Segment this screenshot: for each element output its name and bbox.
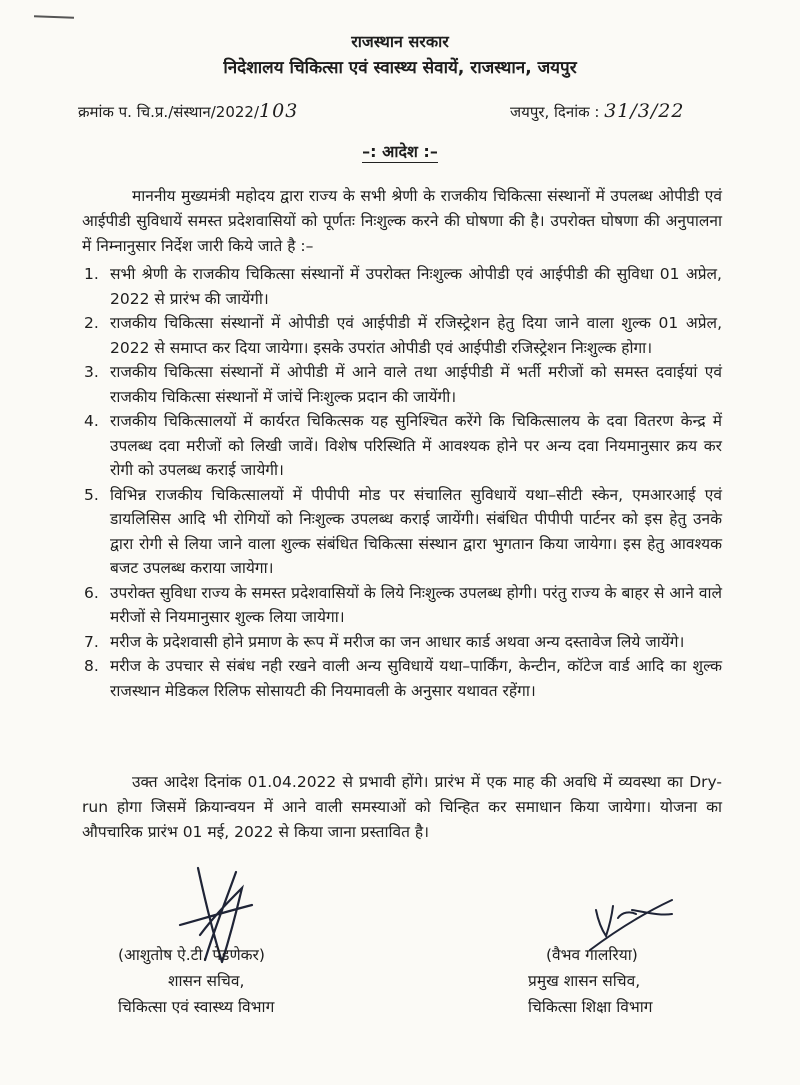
directive-item (82, 262, 722, 311)
reference-number-prefix: क्रमांक प. चि.प्र./संस्थान/2022/ (78, 103, 260, 121)
directive-text: विभिन्न राजकीय चिकित्सालयों में पीपीपी मोड पर संचालित सुविधायें यथा–सीटी स्केन, एमआरआई एवं डायलिसिस आदि भी रोगियों को निःशुल्क उपलब्ध कराई जायेंगी। संबंधित पीपीपी पार्टनर को इस हेतु उनके द्वारा रोगी से लिया जाने वाला शुल्क संबंधित चिकित्सा संस्थान द्वारा भुगतान किया जायेगा। इस हेतु आवश्यक बजट उपलब्ध कराया जायेगा। (110, 485, 722, 577)
directive-text: मरीज के उपचार से संबंध नही रखने वाली अन्य सुविधायें यथा–पार्किंग, केन्टीन, कॉटेज वार्ड आदि का शुल्क राजस्थान मेडिकल रिलिफ सोसायटी की नियमावली के अनुसार यथावत रहेंगा। (110, 657, 722, 700)
left-signatory-designation: शासन सचिव, (168, 972, 245, 990)
government-header: राजस्थान सरकार (351, 32, 449, 51)
left-signatory-department: चिकित्सा एवं स्वास्थ्य विभाग (118, 998, 275, 1016)
directive-item (82, 409, 722, 483)
directive-text: राजकीय चिकित्सालयों में कार्यरत चिकित्सक यह सुनिश्चित करेंगे कि चिकित्सालय के दवा वितरण केन्द्र में उपलब्ध दवा मरीजों को लिखी जावें। विशेष परिस्थिति में आवश्यक होने पर अन्य दवा नियमानुसार क्रय कर रोगी को उपलब्ध कराई जायेगी। (110, 412, 722, 479)
right-signatory-department: चिकित्सा शिक्षा विभाग (528, 998, 653, 1016)
directive-item (82, 311, 722, 360)
directive-item (82, 581, 722, 630)
directive-item (82, 654, 722, 703)
directive-text: राजकीय चिकित्सा संस्थानों में ओपीडी एवं आईपीडी में रजिस्ट्रेशन हेतु दिया जाने वाला शुल्क 01 अप्रेल, 2022 से समाप्त कर दिया जायेगा। इसके उपरांत ओपीडी एवं आईपीडी रजिस्ट्रेशन निःशुल्क होगा। (110, 314, 722, 357)
directive-number: 5. (84, 485, 99, 504)
directorate-header: निदेशालय चिकित्सा एवं स्वास्थ्य सेवायें, राजस्थान, जयपुर (223, 58, 577, 78)
directive-number: 8. (84, 657, 99, 675)
corner-mark (34, 15, 74, 18)
directive-text: उपरोक्त सुविधा राज्य के समस्त प्रदेशवासियों के लिये निःशुल्क उपलब्ध होगी। परंतु राज्य के बाहर से आने वाले मरीजों से नियमानुसार शुल्क लिया जायेगा। (110, 583, 722, 626)
intro-paragraph: माननीय मुख्यमंत्री महोदय द्वारा राज्य के सभी श्रेणी के राजकीय चिकित्सा संस्थानों में उपलब्ध ओपीडी एवं आईपीडी सुविधायें समस्त प्रदेशवासियों को पूर्णतः निःशुल्क करने की घोषणा की है। उपरोक्त घोषणा की अनुपालना में निम्नानुसार निर्देश जारी किये जाते है :– (82, 187, 722, 255)
directive-number: 7. (84, 632, 99, 651)
order-title-text: –: आदेश :– (362, 142, 438, 161)
directive-item (82, 630, 722, 655)
right-signatory-name: (वैभव गालरिया) (546, 946, 638, 964)
order-title (0, 140, 800, 162)
closing-paragraph: उक्त आदेश दिनांक 01.04.2022 से प्रभावी होंगे। प्रारंभ में एक माह की अवधि में व्यवस्था का Dry-run होगा जिसमें क्रियान्वयन में आने वाली समस्याओं को चिन्हित कर समाधान किया जायेगा। योजना का औपचारिक प्रारंभ 01 मई, 2022 से किया जाना प्रस्तावित है। (82, 773, 722, 841)
reference-number-handwritten: 103 (259, 100, 299, 122)
directive-text: सभी श्रेणी के राजकीय चिकित्सा संस्थानों में उपरोक्त निःशुल्क ओपीडी एवं आईपीडी की सुविधा 01 अप्रेल, 2022 से प्रारंभ की जायेंगी। (110, 265, 722, 308)
directive-number: 2. (84, 314, 99, 332)
directive-number: 1. (84, 265, 99, 283)
directive-text: मरीज के प्रदेशवासी होने प्रमाण के रूप में मरीज का जन आधार कार्ड अथवा अन्य दस्तावेज लिये जायेंगे। (110, 632, 685, 651)
reference-date-handwritten: 31/3/22 (604, 100, 685, 122)
left-signatory (118, 942, 274, 1020)
directive-list (82, 262, 722, 703)
reference-date-prefix: जयपुर, दिनांक : (510, 103, 600, 121)
directive-number: 3. (84, 363, 99, 381)
directive-text: राजकीय चिकित्सा संस्थानों में ओपीडी में आने वाले तथा आईपीडी में भर्ती मरीजों को समस्त दवाईयां एवं राजकीय चिकित्सा संस्थानों में जांचें निःशुल्क प्रदान की जायेंगी। (110, 363, 722, 406)
directive-item (82, 360, 722, 409)
left-signatory-name: (आशुतोष ऐ.टी. पेडणेकर) (118, 946, 265, 964)
right-signatory-designation: प्रमुख शासन सचिव, (528, 972, 641, 990)
right-signatory (528, 942, 653, 1020)
reference-number (78, 100, 298, 122)
directive-number: 6. (84, 583, 99, 602)
reference-date (510, 100, 684, 122)
directive-item (82, 483, 722, 581)
directive-number: 4. (84, 412, 99, 430)
